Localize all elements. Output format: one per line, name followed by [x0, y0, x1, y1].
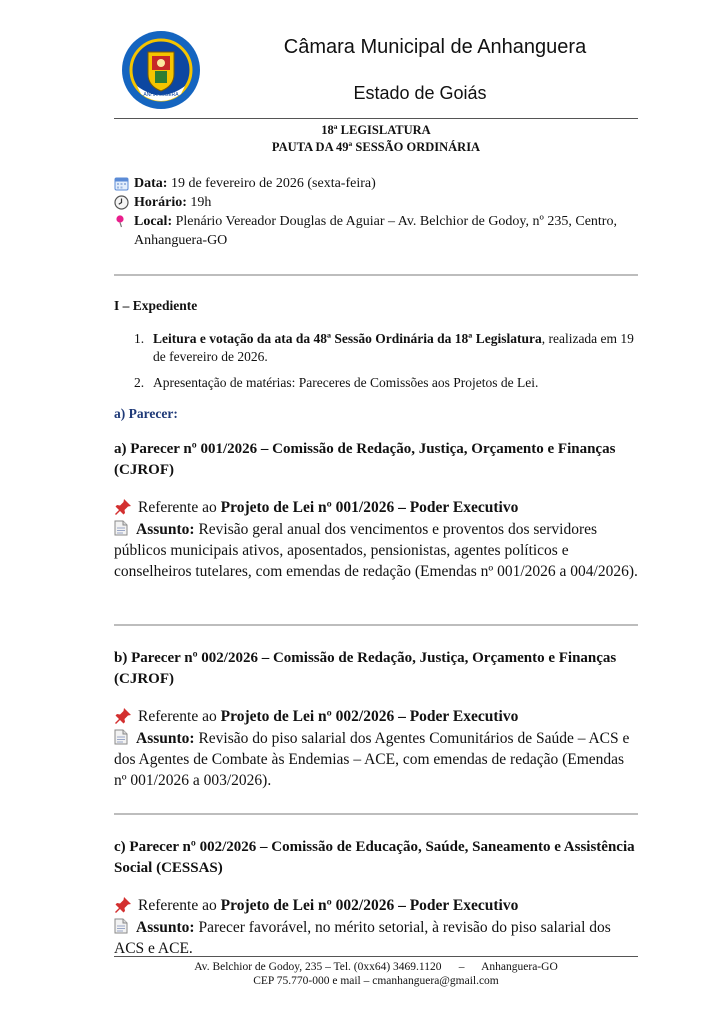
footer-address: Av. Belchior de Godoy, 235 – Tel. (0xx64) 3469.1120 – Anhanguera-GO: [194, 961, 558, 973]
legislatura-title: 18ª LEGISLATURA: [321, 123, 431, 137]
location-label: Local:: [134, 214, 173, 229]
time-value: 19h: [186, 195, 212, 210]
letterhead: [0, 0, 724, 120]
clock-icon: [114, 195, 129, 210]
calendar-icon: [114, 176, 129, 191]
pushpin-icon: [114, 707, 132, 725]
section-divider: [114, 274, 638, 276]
parecer-block-a: [114, 439, 640, 582]
parecer-title: a) Parecer nº 001/2026 – Comissão de Redação, Justiça, Orçamento e Finanças (CJROF): [114, 441, 616, 478]
parecer-title: b) Parecer nº 002/2026 – Comissão de Redação, Justiça, Orçamento e Finanças (CJROF): [114, 650, 617, 687]
location-pin-icon: [114, 214, 129, 229]
footer-contact: CEP 75.770-000 e mail – cmanhanguera@gmail.com: [253, 975, 499, 987]
organization-name: Câmara Municipal de Anhanguera: [283, 36, 587, 58]
pushpin-icon: [114, 498, 132, 516]
list-item: 2. Apresentação de matérias: Pareceres de Comissões aos Projetos de Lei.: [134, 375, 539, 390]
section-divider: [114, 624, 638, 626]
session-details: [114, 174, 644, 250]
assunto-paragraph: Assunto: Revisão do piso salarial dos Agentes Comunitários de Saúde – ACS e dos Agentes de Combate às Endemias – ACE, com emendas de redação (Emendas nº 001/2026 a 003/2026).: [114, 730, 630, 789]
time-label: Horário:: [134, 195, 187, 210]
expediente-list: [134, 330, 640, 400]
footer-divider: [114, 956, 638, 957]
pushpin-icon: [114, 896, 132, 914]
expediente-heading: I – Expediente: [114, 298, 198, 313]
document-titles: [114, 122, 638, 156]
header-divider: [114, 118, 638, 119]
assunto-paragraph: Assunto: Revisão geral anual dos vencimentos e proventos dos servidores públicos municipais ativos, aposentados, pensionistas, agentes políticos e conselheiros tutelares, com emendas de redação (Emendas nº 001/2026 a 004/2026).: [114, 521, 638, 580]
state-name: Estado de Goiás: [353, 83, 487, 103]
assunto-paragraph: Assunto: Parecer favorável, no mérito setorial, à revisão do piso salarial dos ACS e ACE.: [114, 919, 611, 957]
date-label: Data:: [134, 176, 168, 191]
parecer-block-c: [114, 837, 640, 959]
pauta-title: PAUTA DA 49ª SESSÃO ORDINÁRIA: [271, 140, 481, 154]
section-divider: [114, 813, 638, 815]
reference-line: Referente ao Projeto de Lei nº 001/2026 – Poder Executivo: [114, 497, 640, 518]
date-row: [114, 174, 644, 193]
parecer-title: c) Parecer nº 002/2026 – Comissão de Educação, Saúde, Saneamento e Assistência Social (CESSAS): [114, 839, 635, 876]
municipal-seal-logo: [121, 30, 201, 110]
parecer-block-b: [114, 648, 640, 791]
document-icon: [114, 729, 128, 745]
seal-banner-text: ANHANGUERA: [143, 92, 179, 98]
list-item: 1. Leitura e votação da ata da 48ª Sessão Ordinária da 18ª Legislatura, realizada em 19 de fevereiro de 2026.: [134, 331, 634, 364]
reference-line: Referente ao Projeto de Lei nº 002/2026 – Poder Executivo: [114, 895, 640, 916]
location-value: Plenário Vereador Douglas de Aguiar – Av. Belchior de Godoy, nº 235, Centro, Anhanguera-GO: [134, 214, 617, 248]
time-row: [114, 193, 644, 212]
location-row: [114, 212, 644, 250]
footer: [114, 960, 638, 988]
date-value: 19 de fevereiro de 2026 (sexta-feira): [167, 176, 376, 191]
document-icon: [114, 918, 128, 934]
parecer-subheading: a) Parecer:: [114, 406, 178, 421]
reference-line: Referente ao Projeto de Lei nº 002/2026 – Poder Executivo: [114, 706, 640, 727]
document-icon: [114, 520, 128, 536]
